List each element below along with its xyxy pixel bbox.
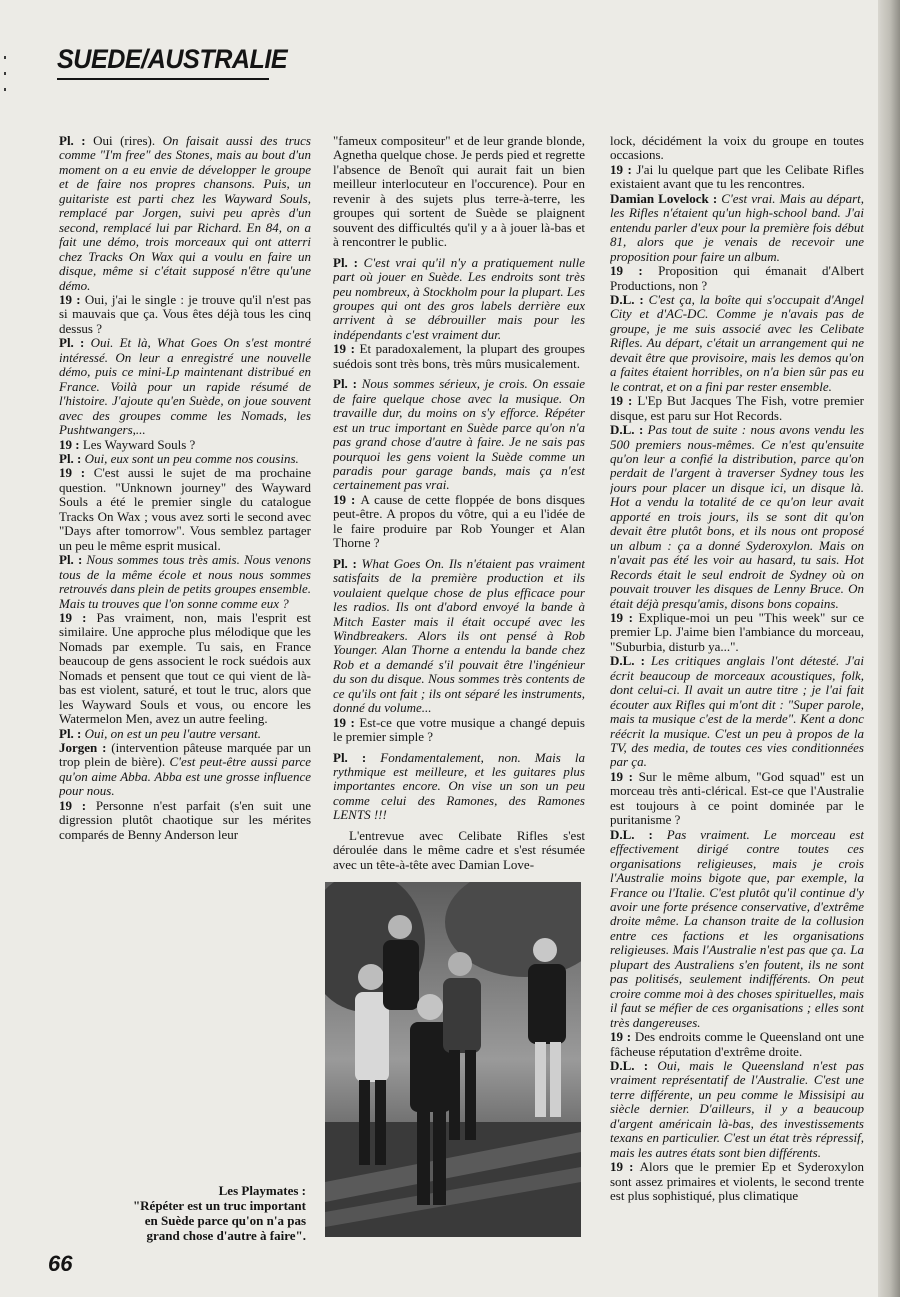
paragraph-italic-text: Oui. Et là, What Goes On s'est montré intéressé. On leur a enregistré une nouvelle démo, puis ce mini-Lp maintenant distribué en France. Voilà pour un rapide résumé de l'histoire. J'ajoute qu'en Suède, on joue souvent avec des groupes comme les Nomads, les Pushtwangers,... [59,335,311,438]
speaker-label: 19 : [610,161,637,177]
article-paragraph [610,1030,864,1059]
band-photo [325,882,581,1237]
speaker-label: Damian Lovelock : [610,190,722,206]
title-underline [57,78,269,80]
speaker-label: 19 : [59,797,96,813]
speaker-label: D.L. : [610,826,667,842]
article-paragraph [610,423,864,611]
section-title: SUEDE/AUSTRALIE [57,44,288,74]
article-paragraph [59,293,311,336]
paragraph-text: A cause de cette floppée de bons disques peut-être. A propos du vôtre, qui a eu l'idée de le faire produire par Rob Younger et Alan Thorne ? [333,491,585,551]
speaker-label: D.L. : [610,422,648,438]
paragraph-text: Des endroits comme le Queensland ont une fâcheuse réputation d'extrême droite. [610,1029,864,1059]
paragraph-text: Alors que le premier Ep et Syderoxylon sont assez primaires et violents, le second trente est plus sophistiqué, plus climatique [610,1159,864,1204]
caption-quote-line: "Répéter est un truc important [132,1198,306,1213]
article-paragraph [610,293,864,394]
caption-quote-line: en Suède parce qu'on n'a pas [144,1213,306,1228]
article-paragraph [333,557,585,716]
article-paragraph [333,377,585,493]
caption-name: Les Playmates : [218,1183,306,1198]
paragraph-text: (intervention pâteuse marquée par un trop plein de bière). [59,740,311,770]
paragraph-text: Personne n'est parfait (s'en suit une digression plutôt chaotique sur les mérites comparés de Benny Anderson leur [59,797,311,842]
article-column-2 [333,134,585,874]
article-paragraph [610,163,864,192]
paragraph-text: Oui (rires). [93,134,163,148]
paragraph-text: J'ai lu quelque part que les Celibate Rifles existaient avant que tu les rencontres. [610,161,864,192]
paragraph-italic-text: Oui, eux sont un peu comme nos cousins. [84,450,299,466]
article-paragraph [610,134,864,163]
article-paragraph [333,493,585,551]
speaker-label: Pl. : [59,552,87,568]
paragraph-italic-text: What Goes On. Ils n'étaient pas vraiment satisfaits de la première production et ils voulaient quelque chose de plus efficace pour les radios. Ils ont d'abord envoyé la bande à Mitch Easter mais il était occupé avec les Windbreakers. Alors ils ont pensé à Rob Younger. Alan Thorne a entendu la bande chez Rob et a demandé s'il pouvait être l'ingénieur du son du disque. Nous sommes très contents de ce qu'ils ont fait ; ils ont séparé les instruments, donné du volume... [333,555,585,716]
speaker-label: Pl. : [59,134,94,148]
speaker-label: 19 : [610,263,659,279]
speaker-label: 19 : [610,1029,635,1045]
article-paragraph [59,134,311,293]
speaker-label: Pl. : [333,376,362,392]
paragraph-text: Les Wayward Souls ? [82,436,196,452]
speaker-label: 19 : [333,491,361,507]
speaker-label: Pl. : [59,725,85,741]
paragraph-text: L'entrevue avec Celibate Rifles s'est déroulée dans le même cadre et s'est résumée avec un tête-à-tête avec Damian Love- [333,827,585,872]
speaker-label: Pl. : [333,555,362,571]
speaker-label: D.L. : [610,653,651,669]
article-paragraph [59,727,311,741]
paragraph-italic-text: C'est peut-être aussi parce qu'on aime Abba. Abba est une grosse influence pour nous. [59,754,311,799]
speaker-label: Jorgen : [59,740,112,756]
margin-mark [4,88,6,91]
paragraph-italic-text: On faisait aussi des trucs comme "I'm free" des Stones, mais au bout d'un moment on a eu envie de développer le groupe et de faire nos propres chansons. Puis, un guitariste est parti chez les Wayward Souls, remplacé par Jorgen, suivi peu après d'un second, remplacé lui par Richard. En 84, on a fait une démo, trois morceaux qui ont atterri chez Tracks On Wax qui a voulu en faire un disque, même si c'était supposé n'être qu'une démo. [59,134,311,293]
article-paragraph [610,654,864,770]
paragraph-italic-text: Les critiques anglais l'ont détesté. J'ai écrit beaucoup de morceaux acoustiques, folk, dont celui-ci. Il avait un autre titre ; je l'ai fait écouter aux Rifles qui m'ont dit : "Super parole, mais ta musique c'est de la merde". Kent a donc réécrit la musique. C'est un peu à propos de la TV, des media, de toutes ces vies conditionnées par ça. [610,653,864,770]
band-photo-illustration [325,882,581,1237]
paragraph-text: Sur le même album, "God squad" est un morceau très anti-clérical. Est-ce que l'Australie est toujours à ce point dominée par le puritanisme ? [610,768,864,828]
article-paragraph [333,342,585,371]
paragraph-text: lock, décidément la voix du groupe en toutes occasions. [610,134,864,163]
paragraph-text: Explique-moi un peu "This week" sur ce premier Lp. J'aime bien l'ambiance du morceau, "Suburbia, disturb ya...". [610,609,864,654]
article-paragraph [59,438,311,452]
photo-caption [110,1183,306,1243]
paragraph-italic-text: C'est vrai qu'il n'y a pratiquement nulle part où jouer en Suède. Les endroits sont très peu nombreux, à Stockholm pour la plupart. Les groupes qui ont des gros labels derrière eux arrivent à se débrouiller mais pour les indépendants c'est vraiment dur. [333,254,585,342]
article-paragraph [610,192,864,264]
paragraph-italic-text: Nous sommes tous très amis. Nous venons tous de la même école et nous nous sommes retrouvés dans plein de petits groupes ensemble. Mais tu trouves que l'on sonne comme eux ? [59,552,311,611]
speaker-label: 19 : [610,768,639,784]
article-paragraph [610,394,864,423]
paragraph-italic-text: Pas vraiment. Le morceau est effectivement dirigé contre toutes ces organisations religieuses, mais je crois l'Australie moins bigote que, par exemple, la France ou l'Italie. C'est plutôt qu'il continue d'y avoir une forte présence conservative, d'extrême droite même. La chanson traite de la collusion entre ces factions et les organisations religieuses. Mais l'Australie n'est pas que ça. La plupart des Australiens s'en foutent, ils ne sont pas politisés, seulement indifférents. On peut croire comme moi à des choses spirituelles, mais il faut se méfier de ces organisations ; elles sont très dangereuses. [610,826,864,1030]
speaker-label: 19 : [59,465,94,481]
article-paragraph [333,751,585,823]
speaker-label: Pl. : [333,749,381,765]
speaker-label: 19 : [59,436,83,452]
article-paragraph [333,134,585,250]
speaker-label: D.L. : [610,291,649,307]
paragraph-text: Oui, j'ai le single : je trouve qu'il n'est pas si mauvais que ça. Vous êtes déjà tous les cinq dessus ? [59,291,311,336]
article-paragraph [333,829,585,872]
article-paragraph [59,466,311,553]
article-paragraph [59,741,311,799]
speaker-label: 19 : [610,609,639,625]
article-paragraph [610,828,864,1030]
speaker-label: 19 : [59,291,85,307]
paragraph-italic-text: C'est vrai. Mais au départ, les Rifles n'étaient qu'un high-school band. J'ai entendu parler d'eux pour la première fois début 81, alors que je venais de recevoir une proposition pour faire un album. [610,190,864,264]
article-paragraph [610,264,864,293]
article-paragraph [59,611,311,727]
page-edge-shadow [878,0,900,1297]
paragraph-italic-text: C'est ça, la boîte qui s'occupait d'Angel City et d'AC-DC. Comme je n'avais pas de groupe, je me suis associé avec les Celibate Rifles. Au départ, c'était un arrangement qui ne devait être que provisoire, mais les demos qu'on a faites étaient horribles, on n'a bien sûr pas eu le contrat, et on a fini par rester ensemble. [610,291,864,394]
speaker-label: 19 : [610,1159,640,1175]
paragraph-text: Est-ce que votre musique a changé depuis le premier simple ? [333,714,585,745]
article-paragraph [59,553,311,611]
article-paragraph [610,1160,864,1203]
speaker-label: 19 : [610,393,638,409]
caption-quote-line: grand chose d'autre à faire". [146,1228,306,1243]
article-column-1 [59,134,311,874]
speaker-label: 19 : [59,609,97,625]
article-paragraph [333,716,585,745]
speaker-label: Pl. : [333,254,364,270]
article-paragraph [610,1059,864,1160]
article-paragraph [610,770,864,828]
speaker-label: Pl. : [59,335,91,351]
paragraph-italic-text: Fondamentalement, non. Mais la rythmique est meilleure, et les guitares plus importantes encore. On vise un son un peu comme celui des Ramones, des Ramones LENTS !!! [333,749,585,823]
article-paragraph [333,256,585,343]
paragraph-text: "fameux compositeur" et de leur grande blonde, Agnetha quelque chose. Je perds pied et regrette l'absence de Benoît qui aurait fait un bien meilleur interlocuteur en l'occurence). Pour en revenir à des sujets plus terre-à-terre, les groupes qui sortent de Suède se plaignent souvent des difficultés qu'il y a à jouer là-bas et à rencontrer le public. [333,134,585,250]
paragraph-text: Et paradoxalement, la plupart des groupes suédois sont très bons, très mûrs musicalement. [333,341,585,371]
speaker-label: 19 : [333,341,360,357]
article-paragraph [59,799,311,842]
paragraph-text: C'est aussi le sujet de ma prochaine question. "Unknown journey" des Wayward Souls a été le premier single du catalogue Tracks On Wax ; vous avez sorti le second avec "Days after tomorrow". Vous semblez partager un peu le même esprit musical. [59,465,311,553]
paragraph-italic-text: Oui, mais le Queensland n'est pas vraiment représentatif de l'Australie. C'est une terre différente, un peu comme le Missisipi au siècle dernier. D'ailleurs, il y a beaucoup d'argent américain là-bas, des investissements texans en particulier. C'est un état très répressif, mais les autres états sont bien différents. [610,1058,864,1160]
speaker-label: D.L. : [610,1058,658,1073]
article-paragraph [610,611,864,654]
paragraph-text: Pas vraiment, non, mais l'esprit est similaire. Une approche plus mélodique que les Nomads par exemple. Tu sais, en France beaucoup de gens associent le rock suédois aux Nomads et pensent que tout ce qui vient de là-bas est violent, saturé, et tout le truc, alors que les Wayward Souls et vous, ou encore les Watermelon Men, avez un autre feeling. [59,609,311,727]
paragraph-text: L'Ep But Jacques The Fish, votre premier disque, est paru sur Hot Records. [610,393,864,423]
margin-mark [4,72,6,75]
speaker-label: Pl. : [59,450,85,466]
article-column-3 [610,134,864,1242]
article-paragraph [59,336,311,437]
speaker-label: 19 : [333,714,360,730]
paragraph-italic-text: Oui, on est un peu l'autre versant. [84,725,261,741]
paragraph-italic-text: Pas tout de suite : nous avons vendu les 500 premiers nous-mêmes. Ce n'est qu'ensuite qu'on leur a confié la distribution, parce qu'on perdait de l'argent à traverser Sydney tous les jours pour placer un disque ici, un disque là. Hot a vendu la totalité de ce qu'on leur avait apporté en trois jours, ils se sont dit qu'on devait être plutôt bons, et ils nous ont proposé un album : ça a donné Syderoxylon. Mais on n'avait pas été les voir au hasard, tu sais. Hot Records était le seul endroit de Sydney où on pouvait trouver les disques de Lenny Bruce. On était déjà presqu'amis, disons bons copains. [610,422,864,611]
page-number: 66 [48,1251,73,1276]
article-paragraph [59,452,311,466]
margin-mark [4,56,6,59]
paragraph-italic-text: Nous sommes sérieux, je crois. On essaie de faire quelque chose avec la musique. On travaille dur, du moins on s'y efforce. Répéter est un truc important en Suède parce qu'on n'a pas grand chose d'autre à faire. Je ne sais pas pourquoi les gens voient la Suède comme un paradis pour garage bands, mais ça n'est certainement pas vrai. [333,376,585,493]
paragraph-text: Proposition qui émanait d'Albert Productions, non ? [610,263,864,293]
